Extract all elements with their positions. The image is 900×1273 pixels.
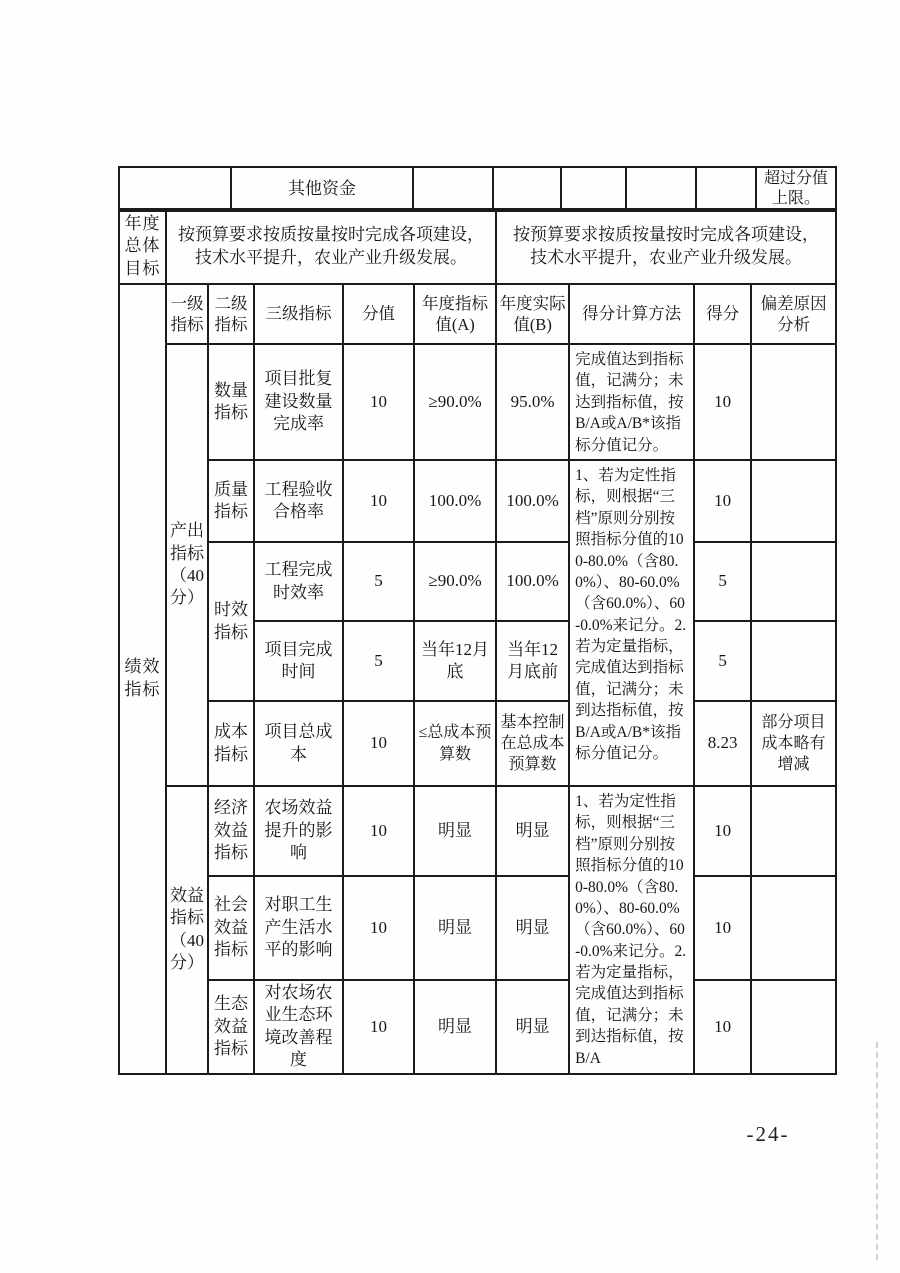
score-cell: 5	[694, 542, 751, 621]
score-cell: 10	[694, 460, 751, 542]
level3-cell: 对农场农业生态环境改善程度	[254, 980, 343, 1074]
deviation-cell	[751, 460, 836, 542]
method-cell-output-merged: 1、若为定性指标，则根据“三档”原则分别按照指标分值的100-80.0%（含80.0%）、80-60.0%（含60.0%）、60-0.0%来记分。2.若为定量指标，完成值达到指标值，记满分；未到达指标值，按B/A或A/B*该指标分值记分。	[569, 460, 694, 786]
table-row	[119, 167, 836, 211]
points-cell: 5	[343, 621, 414, 701]
header-level3: 三级指标	[254, 284, 343, 344]
points-cell: 10	[343, 701, 414, 786]
level2-cell: 成本指标	[208, 701, 254, 786]
deviation-cell	[751, 980, 836, 1074]
empty-cell	[119, 167, 231, 211]
target-cell: ≤总成本预算数	[414, 701, 496, 786]
header-deviation: 偏差原因分析	[751, 284, 836, 344]
empty-cell	[561, 167, 626, 211]
annual-goal-text-right: 按预算要求按质按量按时完成各项建设，技术水平提升，农业产业升级发展。	[496, 209, 836, 284]
continuation-table	[118, 166, 837, 212]
actual-cell: 当年12月底前	[496, 621, 569, 701]
page-number: -24-	[746, 1122, 790, 1146]
actual-cell: 95.0%	[496, 344, 569, 460]
table-row	[119, 701, 836, 786]
points-cell: 10	[343, 344, 414, 460]
deviation-cell	[751, 621, 836, 701]
annual-goal-text-left: 按预算要求按质按量按时完成各项建设，技术水平提升，农业产业升级发展。	[166, 209, 496, 284]
table-row	[119, 542, 836, 621]
table-row	[119, 980, 836, 1074]
actual-cell: 明显	[496, 786, 569, 876]
header-points: 分值	[343, 284, 414, 344]
empty-cell	[493, 167, 561, 211]
score-cell: 10	[694, 344, 751, 460]
actual-cell: 明显	[496, 876, 569, 980]
actual-cell: 100.0%	[496, 460, 569, 542]
method-cell-benefit-merged: 1、若为定性指标，则根据“三档”原则分别按照指标分值的100-80.0%（含80.0%）、80-60.0%（含60.0%）、60-0.0%来记分。2.若为定量指标，完成值达到指标值，记满分；未到达指标值，按B/A	[569, 786, 694, 1074]
score-cell: 10	[694, 876, 751, 980]
level3-cell: 项目完成时间	[254, 621, 343, 701]
level2-cell: 生态效益指标	[208, 980, 254, 1074]
level3-cell: 项目批复建设数量完成率	[254, 344, 343, 460]
level3-cell: 对职工生产生活水平的影响	[254, 876, 343, 980]
header-row	[119, 284, 836, 344]
level2-cell: 经济效益指标	[208, 786, 254, 876]
header-level1: 一级指标	[166, 284, 208, 344]
score-cell: 8.23	[694, 701, 751, 786]
annual-goal-label: 年度总体目标	[119, 209, 166, 284]
points-cell: 10	[343, 980, 414, 1074]
performance-table	[118, 208, 837, 1075]
level3-cell: 农场效益提升的影响	[254, 786, 343, 876]
target-cell: 100.0%	[414, 460, 496, 542]
table-row	[119, 344, 836, 460]
method-cell-quantity: 完成值达到指标值，记满分；未达到指标值，按B/A或A/B*该指标分值记分。	[569, 344, 694, 460]
actual-cell: 基本控制在总成本预算数	[496, 701, 569, 786]
table-row	[119, 876, 836, 980]
score-cell: 5	[694, 621, 751, 701]
target-cell: 明显	[414, 786, 496, 876]
target-cell: 明显	[414, 876, 496, 980]
level1-output-cell: 产出指标（40分）	[166, 344, 208, 786]
binding-dashes	[876, 1042, 878, 1260]
header-target-value: 年度指标值(A)	[414, 284, 496, 344]
empty-cell	[696, 167, 756, 211]
deviation-cell	[751, 876, 836, 980]
deviation-cell	[751, 786, 836, 876]
points-cell: 10	[343, 460, 414, 542]
level3-cell: 项目总成本	[254, 701, 343, 786]
points-cell: 10	[343, 786, 414, 876]
table-row	[119, 786, 836, 876]
level2-cell: 质量指标	[208, 460, 254, 542]
actual-cell: 100.0%	[496, 542, 569, 621]
other-funds-cell: 其他资金	[231, 167, 413, 211]
actual-cell: 明显	[496, 980, 569, 1074]
level2-cell: 数量指标	[208, 344, 254, 460]
deviation-cell: 部分项目成本略有增减	[751, 701, 836, 786]
target-cell: ≥90.0%	[414, 344, 496, 460]
deviation-cell	[751, 542, 836, 621]
header-scoring-method: 得分计算方法	[569, 284, 694, 344]
points-cell: 5	[343, 542, 414, 621]
level3-cell: 工程完成时效率	[254, 542, 343, 621]
target-cell: ≥90.0%	[414, 542, 496, 621]
level1-benefit-cell: 效益指标（40分）	[166, 786, 208, 1074]
header-actual-value: 年度实际值(B)	[496, 284, 569, 344]
header-score: 得分	[694, 284, 751, 344]
empty-cell	[413, 167, 493, 211]
target-cell: 明显	[414, 980, 496, 1074]
level2-cell-timeliness: 时效指标	[208, 542, 254, 701]
target-cell: 当年12月底	[414, 621, 496, 701]
score-cell: 10	[694, 786, 751, 876]
over-limit-note: 超过分值上限。	[756, 167, 836, 211]
table-row	[119, 460, 836, 542]
annual-goal-row	[119, 209, 836, 284]
points-cell: 10	[343, 876, 414, 980]
performance-section-label: 绩效指标	[119, 284, 166, 1074]
deviation-cell	[751, 344, 836, 460]
empty-cell	[626, 167, 696, 211]
level2-cell: 社会效益指标	[208, 876, 254, 980]
score-cell: 10	[694, 980, 751, 1074]
level3-cell: 工程验收合格率	[254, 460, 343, 542]
header-level2: 二级指标	[208, 284, 254, 344]
